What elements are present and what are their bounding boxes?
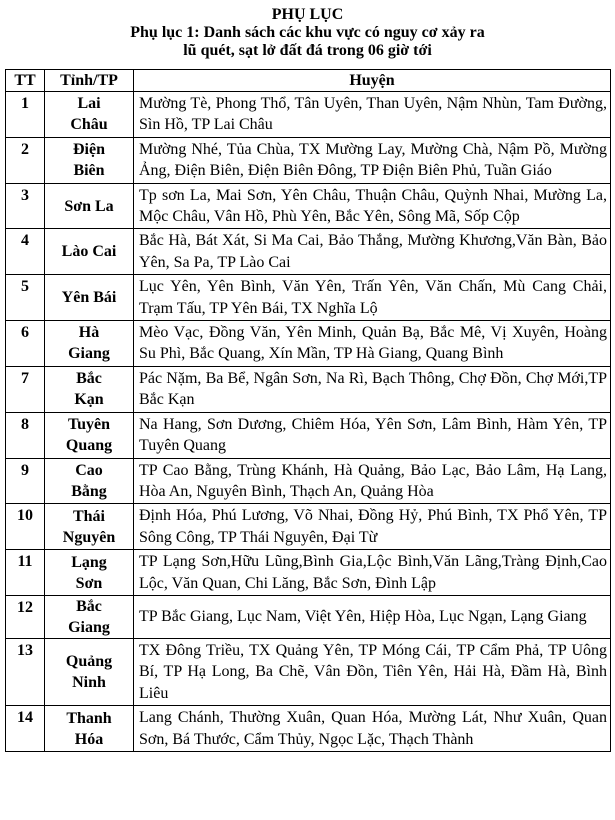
district-list: Na Hang, Sơn Dương, Chiêm Hóa, Yên Sơn, Lâm Bình, Hàm Yên, TP Tuyên Quang — [134, 412, 611, 458]
province-name-line2: Kạn — [74, 391, 104, 409]
table-row — [6, 183, 611, 229]
row-number: 1 — [6, 92, 45, 138]
province-name-line2: Ninh — [72, 674, 106, 692]
row-number: 12 — [6, 595, 45, 638]
district-list: TP Bắc Giang, Lục Nam, Việt Yên, Hiệp Hòa, Lục Ngạn, Lạng Giang — [134, 595, 611, 638]
province-name-line1: Điện — [73, 141, 105, 159]
province-cell — [45, 321, 134, 367]
table-row — [6, 458, 611, 504]
province-name-line1: Bắc — [76, 597, 102, 615]
document-heading: PHỤ LỤC — [271, 6, 344, 23]
row-number: 13 — [6, 638, 45, 705]
province-name-line1: Cao — [75, 461, 103, 479]
province-cell — [45, 366, 134, 412]
province-cell — [45, 504, 134, 550]
province-name-line2: Biên — [73, 162, 105, 180]
province-cell — [45, 229, 134, 275]
province-cell — [45, 595, 134, 638]
province-cell — [45, 137, 134, 183]
district-list: Mường Nhé, Tủa Chùa, TX Mường Lay, Mường Chà, Nậm Pồ, Mường Ảng, Điện Biên, Điện Biên Đông, TP Điện Biên Phủ, Tuần Giáo — [134, 137, 611, 183]
district-list: Mường Tè, Phong Thổ, Tân Uyên, Than Uyên, Nậm Nhùn, Tam Đường, Sìn Hồ, TP Lai Châu — [134, 92, 611, 138]
table-row — [6, 321, 611, 367]
province-cell — [45, 275, 134, 321]
row-number: 7 — [6, 366, 45, 412]
province-cell — [45, 92, 134, 138]
province-name-line1: Lai — [77, 95, 101, 113]
table-row — [6, 412, 611, 458]
district-list: Bắc Hà, Bát Xát, Si Ma Cai, Bảo Thắng, Mường Khương,Văn Bàn, Bảo Yên, Sa Pa, TP Lào Cai — [134, 229, 611, 275]
risk-area-table — [5, 69, 611, 752]
table-row — [6, 275, 611, 321]
province-name-line1: Sơn La — [64, 197, 114, 215]
row-number: 4 — [6, 229, 45, 275]
table-row — [6, 706, 611, 752]
district-list: Tp sơn La, Mai Sơn, Yên Châu, Thuận Châu, Quỳnh Nhai, Mường La, Mộc Châu, Vân Hồ, Phù Yên, Bắc Yên, Sông Mã, Sốp Cộp — [134, 183, 611, 229]
district-list: Lục Yên, Yên Bình, Văn Yên, Trấn Yên, Văn Chấn, Mù Cang Chải, Trạm Tấu, TP Yên Bái, TX Nghĩa Lộ — [134, 275, 611, 321]
province-name-line1: Quảng — [65, 653, 113, 671]
province-name-line1: Lạng — [71, 553, 107, 571]
province-name-line2: Sơn — [75, 574, 103, 592]
district-list: TX Đông Triều, TX Quảng Yên, TP Móng Cái, TP Cẩm Phả, TP Uông Bí, TP Hạ Long, Ba Chẽ, Vân Đồn, Tiên Yên, Hải Hà, Đầm Hà, Bình Liêu — [134, 638, 611, 705]
row-number: 11 — [6, 550, 45, 596]
header-province: Tỉnh/TP — [45, 70, 134, 92]
province-cell — [45, 183, 134, 229]
document-subtitle-line1: Phụ lục 1: Danh sách các khu vực có nguy cơ xảy ra — [130, 24, 485, 41]
table-row — [6, 92, 611, 138]
province-cell — [45, 458, 134, 504]
table-row — [6, 595, 611, 638]
header-tt: TT — [6, 70, 45, 92]
table-row — [6, 550, 611, 596]
province-name-line2: Giang — [68, 345, 110, 363]
province-name-line1: Tuyên — [67, 416, 111, 434]
table-row — [6, 638, 611, 705]
province-name-line2: Hóa — [74, 730, 104, 748]
province-name-line1: Hà — [78, 324, 100, 342]
row-number: 10 — [6, 504, 45, 550]
district-list: Pác Nặm, Ba Bể, Ngân Sơn, Na Rì, Bạch Thông, Chợ Đồn, Chợ Mới,TP Bắc Kạn — [134, 366, 611, 412]
district-list: TP Lạng Sơn,Hữu Lũng,Bình Gia,Lộc Bình,Văn Lãng,Tràng Định,Cao Lộc, Văn Quan, Chi Lăng, Bắc Sơn, Đình Lập — [134, 550, 611, 596]
row-number: 8 — [6, 412, 45, 458]
province-name-line1: Lào Cai — [61, 243, 117, 261]
district-list: TP Cao Bằng, Trùng Khánh, Hà Quảng, Bảo Lạc, Bảo Lâm, Hạ Lang, Hòa An, Nguyên Bình, Thạch An, Quảng Hòa — [134, 458, 611, 504]
province-cell — [45, 638, 134, 705]
province-name-line2: Nguyên — [62, 528, 116, 546]
province-name-line2: Quang — [65, 437, 113, 455]
row-number: 9 — [6, 458, 45, 504]
province-name-line1: Thanh — [66, 709, 112, 727]
document-subtitle-line2: lũ quét, sạt lở đất đá trong 06 giờ tới — [183, 42, 432, 59]
district-list: Mèo Vạc, Đồng Văn, Yên Minh, Quản Bạ, Bắc Mê, Vị Xuyên, Hoàng Su Phì, Bắc Quang, Xín Mần, TP Hà Giang, Quang Bình — [134, 321, 611, 367]
province-cell — [45, 412, 134, 458]
row-number: 6 — [6, 321, 45, 367]
province-name-line1: Bắc — [76, 370, 102, 388]
row-number: 5 — [6, 275, 45, 321]
district-list: Lang Chánh, Thường Xuân, Quan Hóa, Mường Lát, Như Xuân, Quan Sơn, Bá Thước, Cẩm Thủy, Ngọc Lặc, Thạch Thành — [134, 706, 611, 752]
table-row — [6, 504, 611, 550]
province-cell — [45, 550, 134, 596]
table-header-row — [6, 70, 611, 92]
table-row — [6, 229, 611, 275]
province-name-line1: Yên Bái — [61, 289, 117, 307]
province-name-line2: Bằng — [71, 482, 107, 500]
province-cell — [45, 706, 134, 752]
row-number: 3 — [6, 183, 45, 229]
province-name-line2: Châu — [70, 116, 108, 134]
district-list: Định Hóa, Phú Lương, Võ Nhai, Đồng Hỷ, Phú Bình, TX Phổ Yên, TP Sông Công, TP Thái Nguyên, Đại Từ — [134, 504, 611, 550]
province-name-line1: Thái — [72, 507, 105, 525]
table-row — [6, 137, 611, 183]
table-row — [6, 366, 611, 412]
row-number: 14 — [6, 706, 45, 752]
header-district: Huyện — [134, 70, 611, 92]
row-number: 2 — [6, 137, 45, 183]
province-name-line2: Giang — [68, 618, 110, 636]
